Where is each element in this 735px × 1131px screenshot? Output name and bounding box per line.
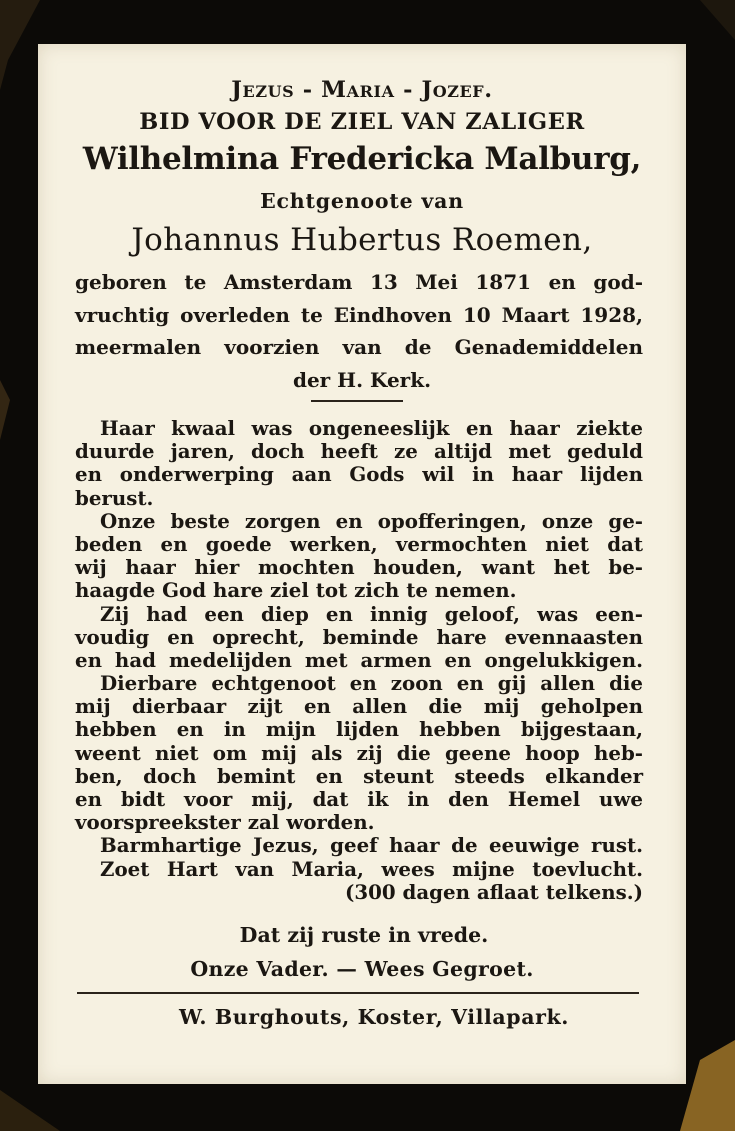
text-line: voudig en oprecht, beminde hare evennaasten bbox=[75, 624, 643, 649]
text-line: berust. bbox=[75, 485, 154, 510]
text-line: weent niet om mij als zij die geene hoop heb- bbox=[75, 740, 643, 765]
text-line: Dierbare echtgenoot en zoon en gij allen die bbox=[100, 671, 643, 696]
text-line: haagde God hare ziel tot zich te nemen. bbox=[75, 578, 517, 603]
divider-long bbox=[77, 992, 639, 994]
prayer-list: Onze Vader. — Wees Gegroet. bbox=[190, 957, 534, 981]
deceased-name: Wilhelmina Fredericka Malburg, bbox=[82, 141, 642, 177]
text-line: ben, doch bemint en steunt steeds elkander bbox=[75, 763, 643, 788]
text-line: voorspreekster zal worden. bbox=[75, 810, 375, 835]
printer-credit: W. Burghouts, Koster, Villapark. bbox=[178, 1005, 570, 1029]
spouse-intro: Echtgenoote van bbox=[260, 189, 464, 213]
text-line: mij dierbaar zijt en allen die mij geholpen bbox=[75, 694, 643, 719]
text-line: hebben en in mijn lijden hebben bijgestaan, bbox=[75, 717, 643, 742]
bio-line: geboren te Amsterdam 13 Mei 1871 en god- bbox=[75, 270, 643, 294]
text-line: en had medelijden met armen en ongelukkigen. bbox=[75, 647, 643, 672]
bio-line: meermalen voorzien van de Genademiddelen bbox=[75, 335, 643, 359]
closing-blessing: Dat zij ruste in vrede. bbox=[239, 923, 489, 947]
text-line: Onze beste zorgen en opofferingen, onze ge- bbox=[100, 508, 643, 533]
text-line: (300 dagen aflaat telkens.) bbox=[344, 879, 643, 904]
text-line: Zoet Hart van Maria, wees mijne toevlucht. bbox=[100, 856, 643, 881]
text-line: en onderwerping aan Gods wil in haar lijden bbox=[75, 462, 643, 487]
header-invocation: Jezus - Maria - Jozef. bbox=[231, 77, 493, 103]
spouse-name: Johannus Hubertus Roemen, bbox=[131, 222, 593, 258]
text-line: en bidt voor mij, dat ik in den Hemel uwe bbox=[75, 787, 643, 811]
header-prayer-request: BID VOOR DE ZIEL VAN ZALIGER bbox=[139, 109, 585, 135]
text-line: Zij had een diep en innig geloof, was een- bbox=[100, 601, 643, 626]
divider-short bbox=[311, 400, 403, 402]
text-line: duurde jaren, doch heeft ze altijd met geduld bbox=[75, 439, 643, 464]
bio-line: vruchtig overleden te Eindhoven 10 Maart 1928, bbox=[75, 302, 643, 327]
text-line: wij haar hier mochten houden, want het be- bbox=[75, 555, 643, 580]
text-line: Haar kwaal was ongeneeslijk en haar ziekte bbox=[100, 416, 643, 440]
text-line: Barmhartige Jezus, geef haar de eeuwige rust. bbox=[100, 833, 643, 858]
bio-line: der H. Kerk. bbox=[292, 367, 432, 392]
biography bbox=[38, 266, 686, 396]
memorial-text bbox=[38, 417, 686, 904]
text-line: beden en goede werken, vermochten niet dat bbox=[75, 531, 643, 556]
memorial-card bbox=[38, 44, 686, 1084]
